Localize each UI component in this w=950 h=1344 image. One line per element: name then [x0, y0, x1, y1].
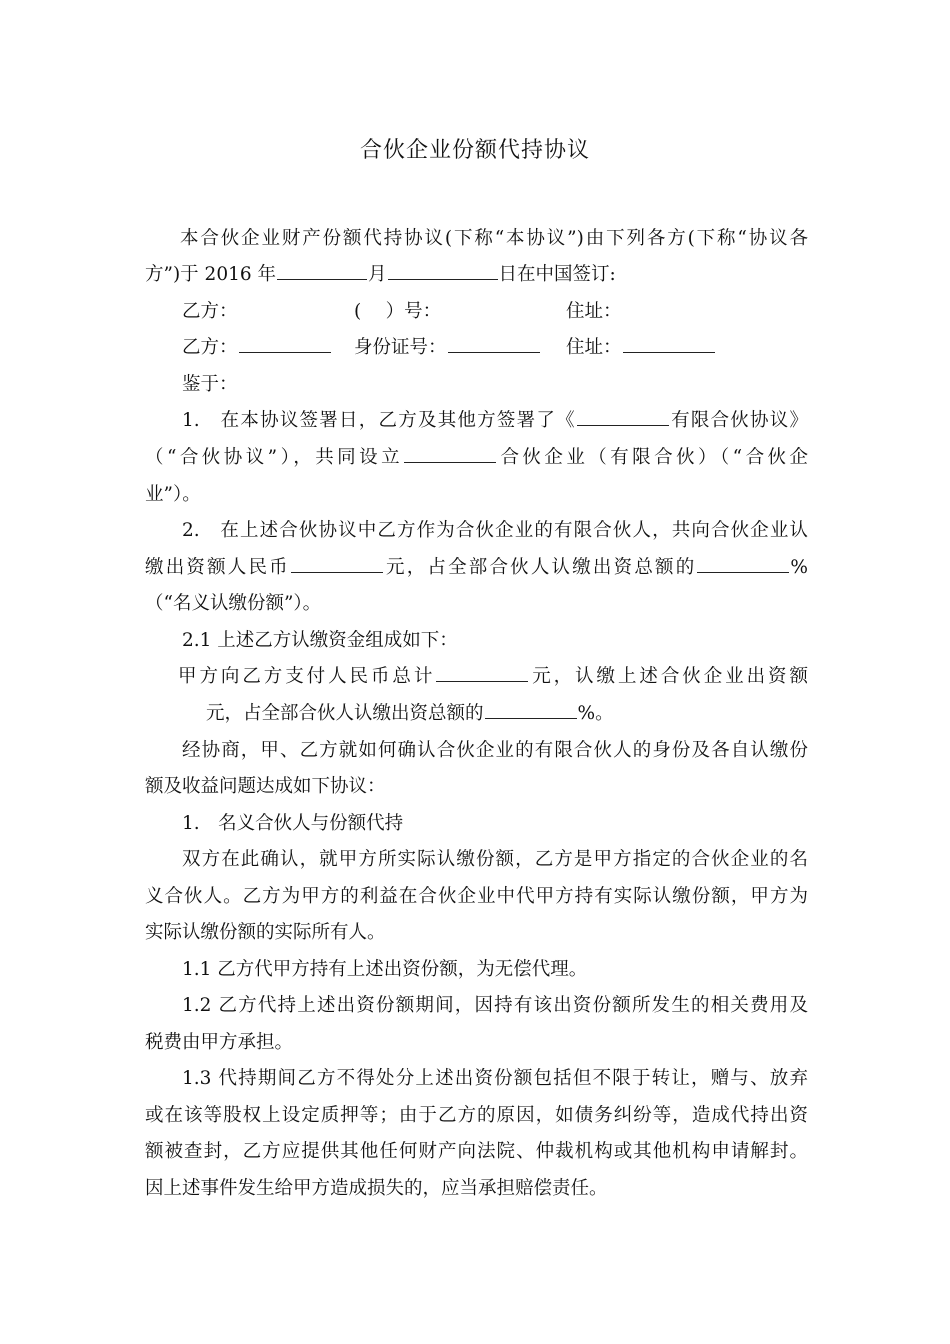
day-blank: [388, 257, 498, 280]
party1-address: 住址：: [566, 301, 622, 322]
clause-2-1-text-a: 甲方向乙方支付人民币总计: [178, 666, 436, 687]
party2-address-row: [566, 330, 716, 366]
capital-percent-blank: [697, 550, 789, 573]
whereas-1-text-c: （“合伙协议”），共同设立: [145, 447, 404, 468]
clause-2-1-title: 2.1 上述乙方认缴资金组成如下：: [182, 630, 458, 651]
whereas-2-text-a: 缴出资额人民币: [145, 557, 290, 578]
clause-2-1-line-1: [178, 659, 808, 695]
month-blank: [277, 257, 367, 280]
section-1-line-3: 实际认缴份额的实际所有人。: [145, 922, 386, 943]
whereas-1-line-2: [145, 440, 808, 476]
party2-label: 乙方：: [182, 337, 238, 358]
clause-1-3-line-2: 或在该等股权上设定质押等；由于乙方的原因，如债务纠纷等，造成代持出资: [145, 1105, 808, 1126]
party2-row: [182, 330, 332, 366]
clause-1-3-line-3: 额被查封，乙方应提供其他任何财产向法院、仲裁机构或其他机构申请解封。: [145, 1141, 808, 1162]
whereas-1-text-d: 合伙企业（有限合伙）（“合伙企: [497, 447, 808, 468]
agreement-name-blank: [577, 403, 669, 426]
month-label: 月: [368, 264, 387, 285]
party2-address-blank: [623, 330, 715, 353]
intro-date-prefix: 方”)于 2016 年: [145, 264, 277, 285]
clause-2-1-text-d: %。: [577, 703, 614, 724]
section-1-title: 1. 名义合伙人与份额代持: [182, 813, 404, 834]
whereas-2-line-1: 2. 在上述合伙协议中乙方作为合伙企业的有限合伙人，共向合伙企业认: [182, 520, 808, 541]
whereas-1-line-1: [182, 403, 808, 439]
whereas-1-line-3: 业”）。: [145, 484, 201, 505]
clause-1-3-line-4: 因上述事件发生给甲方造成损失的，应当承担赔偿责任。: [145, 1178, 608, 1199]
clause-1-1: 1.1 乙方代甲方持有上述出资份额，为无偿代理。: [182, 959, 588, 980]
document-title: 合伙企业份额代持协议: [359, 138, 590, 163]
capital-amount-blank: [291, 550, 383, 573]
party2-id-blank: [448, 330, 540, 353]
section-1-line-2: 义合伙人。乙方为甲方的利益在合伙企业中代甲方持有实际认缴份额，甲方为: [145, 886, 808, 907]
whereas-2-line-3: （“名义认缴份额”）。: [145, 593, 322, 614]
clause-2-1-text-b: 元，认缴上述合伙企业出资额: [529, 666, 808, 687]
whereas-label: 鉴于：: [182, 374, 238, 395]
party2-id-label: 身份证号：: [354, 337, 447, 358]
whereas-2-text-c: %: [790, 557, 808, 578]
whereas-2-line-2: [145, 550, 808, 586]
consult-line-2: 额及收益问题达成如下协议：: [145, 776, 386, 797]
party2-id-row: [354, 330, 541, 366]
party1-label: 乙方：: [182, 301, 238, 322]
consult-line-1: 经协商，甲、乙方就如何确认合伙企业的有限合伙人的身份及各自认缴份: [182, 740, 808, 761]
intro-line-1: 本合伙企业财产份额代持协议(下称“本协议”)由下列各方(下称“协议各: [180, 228, 808, 249]
party1-id: ( ）号：: [354, 301, 442, 322]
intro-line-2: [145, 257, 616, 293]
clause-1-2-line-2: 税费由甲方承担。: [145, 1032, 294, 1053]
whereas-1-text-b: 有限合伙协议》: [669, 410, 808, 431]
clause-1-3-line-1: 1.3 代持期间乙方不得处分上述出资份额包括但不限于转让，赠与、放弃: [182, 1068, 808, 1089]
whereas-1-text-a: 1. 在本协议签署日，乙方及其他方签署了《: [182, 410, 576, 431]
enterprise-name-blank: [404, 440, 496, 463]
clause-1-2-line-1: 1.2 乙方代持上述出资份额期间，因持有该出资份额所发生的相关费用及: [182, 995, 808, 1016]
party2-name-blank: [239, 330, 331, 353]
section-1-line-1: 双方在此确认，就甲方所实际认缴份额，乙方是甲方指定的合伙企业的名: [182, 849, 808, 870]
intro-date-suffix: 日在中国签订:: [498, 264, 616, 285]
clause-2-1-line-2: [206, 696, 614, 732]
party2-address-label: 住址：: [566, 337, 622, 358]
clause-2-1-text-c: 元，占全部合伙人认缴出资总额的: [206, 703, 484, 724]
payment-amount-blank: [436, 659, 528, 682]
whereas-2-text-b: 元，占全部合伙人认缴出资总额的: [383, 557, 697, 578]
payment-percent-blank: [485, 696, 577, 719]
